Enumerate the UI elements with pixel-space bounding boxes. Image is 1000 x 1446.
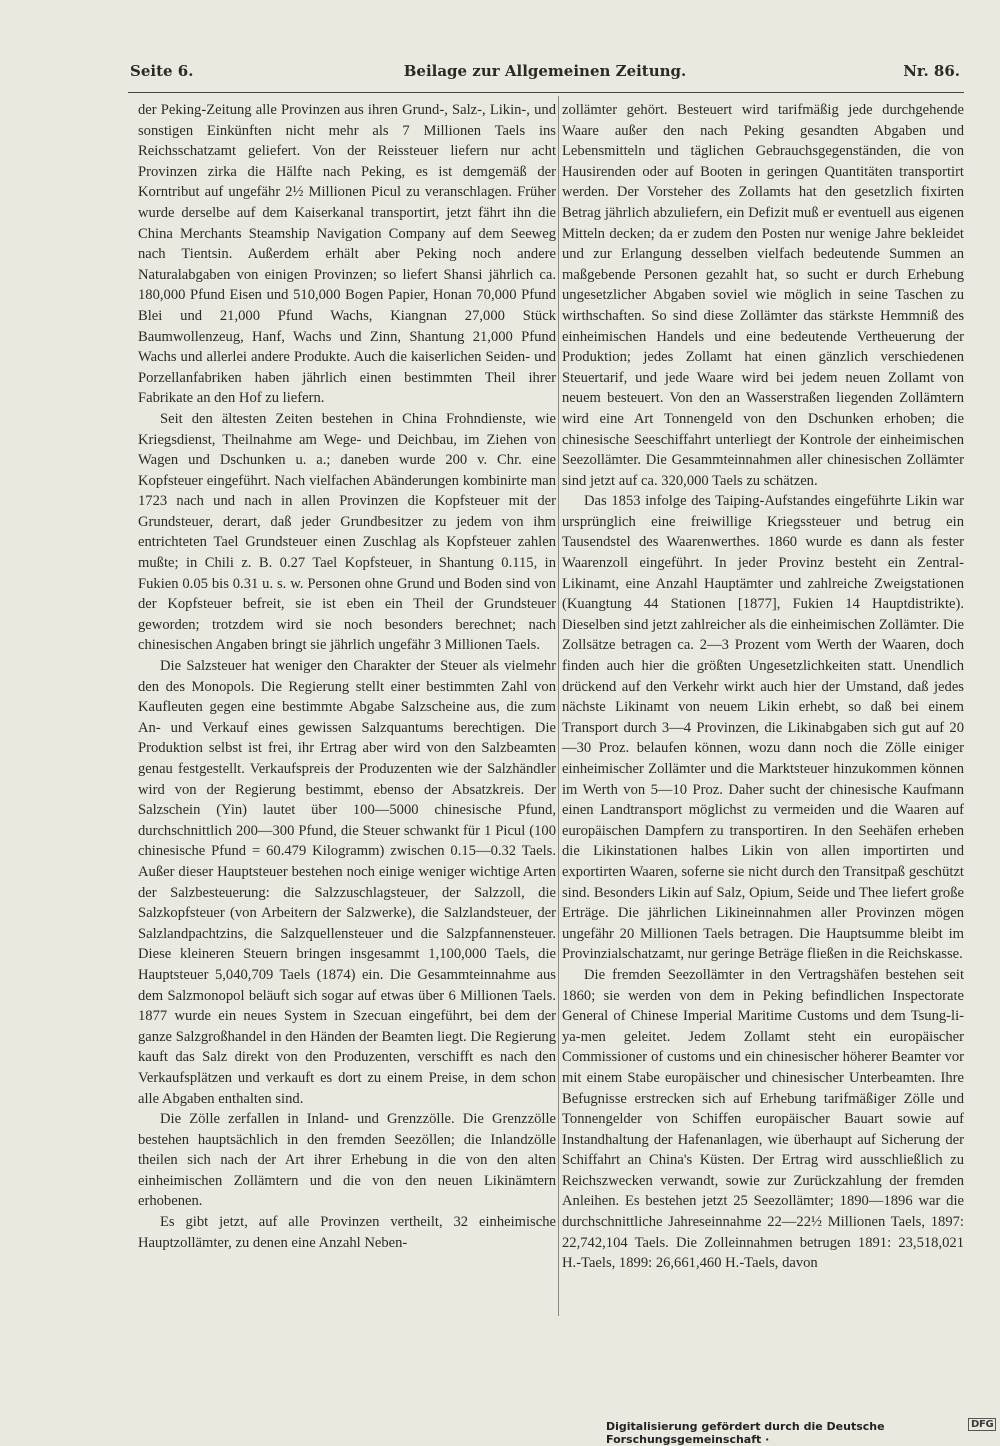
- paragraph: zollämter gehört. Besteuert wird tarifmäßig jede durchgehende Waare außer den nach Peking gesandten Abgaben und Lebensmitteln und täglichen Gebrauchsgegenständen, die von Hausirenden oder auf Booten in geringen Quantitäten transportirt werden. Der Vorsteher des Zollamts hat den gesetzlich fixirten Betrag jährlich abzuliefern, ein Defizit muß er eventuell aus eigenen Mitteln decken; da er zudem den Posten nur wenige Jahre bekleidet und zur Erlangung desselben vielfach bedeutende Summen an maßgebende Personen gezahlt hat, so sucht er durch Erhebung ungesetzlicher Abgaben soviel wie möglich in seine Taschen zu wirthschaften. So sind diese Zollämter das stärkste Hemmniß des einheimischen Handels und eine bedeutende Vertheuerung der Produktion; jedes Zollamt hat einen gänzlich verschiedenen Steuertarif, und jede Waare wird bei jedem neuen Zollamt von neuem besteuert. Von den an Wasserstraßen liegenden Zollämtern wird eine Art Tonnengeld von den Dschunken erhoben; die chinesische Seeschiffahrt unterliegt der Kontrole der einheimischen Seezollämter. Die Gesammteinnahmen aller chinesischen Zollämter sind jetzt auf ca. 320,000 Taels zu schätzen.: [562, 102, 964, 489]
- header-rule: [128, 92, 964, 93]
- page-title: Beilage zur Allgemeinen Zeitung.: [403, 62, 687, 80]
- column-divider: [558, 96, 559, 1316]
- paragraph: Die fremden Seezollämter in den Vertragshäfen bestehen seit 1860; sie werden von dem in Peking befindlichen Inspectorate General of Chinese Imperial Maritime Customs und dem Tsung-li-ya-men geleitet. Jedem Zollamt steht ein europäischer Commissioner of customs und ein chinesischer höherer Beamter vor mit einem Stabe europäischer und chinesischer Unterbeamten. Ihre Befugnisse erstrecken sich auf Erhebung tarifmäßiger Zölle und Tonnengelder von Schiffen europäischer Bauart sowie auf Instandhaltung der Hafenanlagen, wie überhaupt auf Sicherung der Schiffahrt an China's Küsten. Der Ertrag wird ausschließlich zu Reichszwecken verwandt, sowie zur Zurückzahlung der fremden Anleihen. Es bestehen jetzt 25 Seezollämter; 1890—1896 war die durchschnittliche Jahreseinnahme 22—22½ Millionen Taels, 1897: 22,742,104 Taels. Die Zolleinnahmen betrugen 1891: 23,518,021 H.-Taels, 1899: 26,661,460 H.-Taels, davon: [562, 966, 964, 1272]
- paragraph: Seit den ältesten Zeiten bestehen in China Frohndienste, wie Kriegsdienst, Theilnahme am Wege- und Deichbau, im Ziehen von Wagen und Dschunken u. a.; daneben wurde 200 v. Chr. eine Kopfsteuer eingeführt. Nach vielfachen Abänderungen kombinirte man 1723 nach und nach in allen Provinzen die Kopfsteuer mit der Grundsteuer, derart, daß jeder Grundbesitzer zu jedem von ihm entrichteten Tael Grundsteuer einen Zuschlag als Kopfsteuer zahlen mußte; in Chili z. B. 0.27 Tael Kopfsteuer, in Shantung 0.115, in Fukien 0.05 bis 0.31 u. s. w. Personen ohne Grund und Boden sind von der Kopfsteuer befreit, sie ist eben ein Theil der Grundsteuer geworden; trotzdem wird sie noch besonders berechnet; nach chinesischen Angaben bringt sie jährlich ungefähr 3 Millionen Taels.: [138, 410, 556, 654]
- right-column: [562, 100, 964, 1274]
- issue-number: Nr. 86.: [903, 62, 960, 80]
- page-header: [130, 62, 960, 88]
- paragraph: Die Zölle zerfallen in Inland- und Grenzzölle. Die Grenzzölle bestehen hauptsächlich in den fremden Seezöllen; die Inlandzölle theilen sich nach der Art ihrer Erhebung in die von den alten einheimischen Zollämtern und die von den neuen Likinämtern erhobenen.: [138, 1111, 556, 1210]
- paragraph: Die Salzsteuer hat weniger den Charakter der Steuer als vielmehr den des Monopols. Die Regierung stellt einer bestimmten Zahl von Kaufleuten gegen eine bestimmte Abgabe Salzscheine aus, die zum An- und Verkauf eines gewissen Salzquantums berechtigen. Die Produktion selbst ist frei, ihr Ertrag aber wird von den Salzbeamten genau festgestellt. Verkaufspreis der Produzenten wie der Salzhändler wird von der Regierung bestimmt, ebenso der Absatzkreis. Der Salzschein (Yin) lautet über 100—5000 chinesische Pfund, durchschnittlich 200—300 Pfund, die Steuer schwankt für 1 Picul (100 chinesische Pfund = 60.479 Kilogramm) zwischen 0.15—0.32 Taels. Außer dieser Hauptsteuer bestehen noch einige weniger wichtige Arten der Salzbesteuerung: die Salzzuschlagsteuer, der Salzzoll, die Salzkopfsteuer (von Arbeitern der Salzwerke), die Salzlandsteuer, der Salzlandpachtzins, die Salzquellensteuer und die Salzpfannensteuer. Diese kleineren Steuern bringen insgesammt 1,100,000 Taels, die Hauptsteuer 5,040,709 Taels (1874) ein. Die Gesammteinnahme aus dem Salzmonopol beläuft sich sogar auf etwas über 6 Millionen Taels. 1877 wurde ein neues System in Szecuan eingeführt, bei dem der ganze Salzgroßhandel in den Händen der Beamten liegt. Die Regierung kauft das Salz direkt von den Produzenten, verschifft es nach den Verkaufsplätzen und verkauft es dort zu einem Preise, in dem schon alle Abgaben enthalten sind.: [138, 658, 556, 1107]
- digitization-credit: Digitalisierung gefördert durch die Deutsche Forschungsgemeinschaft ·: [606, 1420, 885, 1446]
- page-number: Seite 6.: [130, 62, 194, 80]
- paragraph: Das 1853 infolge des Taiping-Aufstandes eingeführte Likin war ursprünglich eine freiwillige Kriegssteuer und betrug ein Tausendstel des Waarenwerthes. 1860 wurde es dann als fester Waarenzoll eingeführt. In jeder Provinz besteht ein Zentral-Likinamt, eine Anzahl Hauptämter und zahlreiche Zweigstationen (Kuangtung 44 Stationen [1877], Fukien 14 Hauptdistrikte). Dieselben sind jetzt zahlreicher als die einheimischen Zollämter. Die Zollsätze betragen ca. 2—3 Prozent vom Werth der Waaren, doch finden auch hier die größten Ungesetzlichkeiten statt. Unendlich drückend auf den Verkehr wirkt auch hier der Umstand, daß jedes nächste Likinamt von neuem Likin erhebt, so daß bei einem Transport durch 3—4 Provinzen, die Likinabgaben sich gut auf 20—30 Proz. belaufen können, wozu dann noch die Zölle einiger einheimischer Zollämter und die Marktsteuer hinzukommen können im Werth von 5—10 Proz. Daher sucht der chinesische Kaufmann einen Landtransport möglichst zu vermeiden und die Waaren auf europäischen Dampfern zu transportiren. In den Seehäfen erheben die Likinstationen halbes Likin von allen importirten und exportirten Waaren, soferne sie nicht durch den Transitpaß geschützt sind. Besonders Likin auf Salz, Opium, Seide und Thee liefert große Erträge. Die jährlichen Likineinnahmen aller Provinzen mögen ungefähr 20 Millionen Taels betragen. Die Hauptsumme bleibt im Provinzialschatzamt, nur geringe Beträge fließen in die Reichskasse.: [562, 493, 964, 963]
- left-column: [138, 100, 556, 1253]
- dfg-logo: DFG: [968, 1418, 996, 1431]
- paragraph: Es gibt jetzt, auf alle Provinzen vertheilt, 32 einheimische Hauptzollämter, zu denen eine Anzahl Neben-: [138, 1214, 556, 1251]
- paragraph: der Peking-Zeitung alle Provinzen aus ihren Grund-, Salz-, Likin-, und sonstigen Einkünften nicht mehr als 7 Millionen Taels ins Reichsschatzamt geliefert. Von der Reissteuer liefern nur acht Provinzen zirka die Hälfte nach Peking, es ist demgemäß der Korntribut auf ungefähr 2½ Millionen Picul zu veranschlagen. Früher wurde derselbe auf dem Kaiserkanal transportirt, jetzt fährt ihn die China Merchants Steamship Navigation Company auf dem Seeweg nach Tientsin. Außerdem erhält aber Peking noch andere Naturalabgaben von einigen Provinzen; so liefert Shansi jährlich ca. 180,000 Pfund Eisen und 510,000 Bogen Papier, Honan 70,000 Pfund Blei und 21,000 Pfund Wachs, Kiangnan 27,000 Stück Baumwollenzeug, Hanf, Wachs und Zinn, Shantung 21,000 Pfund Wachs und allerlei andere Produkte. Auch die kaiserlichen Seiden- und Porzellanfabriken haben jährlich einen bestimmten Theil ihrer Fabrikate an den Hof zu liefern.: [138, 102, 556, 407]
